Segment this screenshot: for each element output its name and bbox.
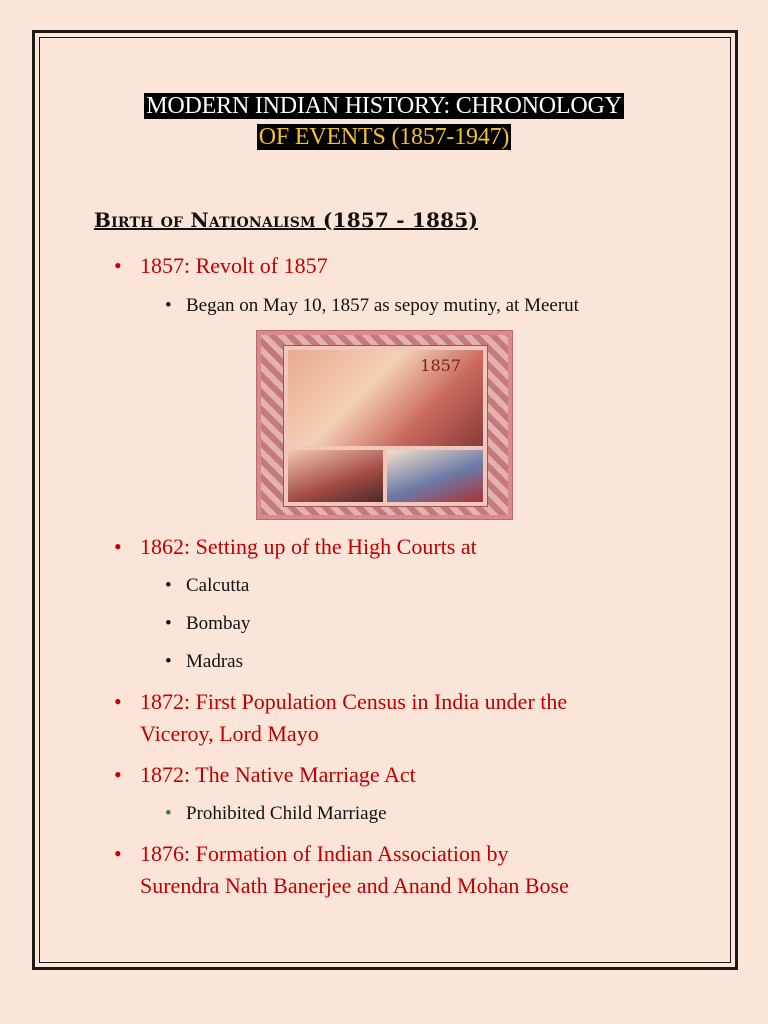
event-text: 1872: The Native Marriage Act	[140, 762, 416, 787]
sub-text: Prohibited Child Marriage	[186, 803, 387, 824]
sub-item	[165, 650, 243, 674]
event-text-line-2: Surendra Nath Banerjee and Anand Mohan Bose	[140, 873, 569, 898]
bullet-icon: •	[114, 534, 122, 559]
sub-text: Bombay	[186, 613, 251, 634]
event-text-line-1: 1872: First Population Census in India under the	[140, 689, 568, 714]
document-title	[0, 91, 768, 153]
event-1876	[114, 838, 569, 902]
stamp-small-right	[387, 450, 483, 502]
event-text-line-1: 1876: Formation of Indian Association by	[140, 841, 509, 866]
event-1872-marriage-act	[114, 759, 416, 791]
stamp-battle-scene	[288, 350, 483, 446]
event-text-line-2: Viceroy, Lord Mayo	[140, 721, 319, 746]
event-1857	[114, 250, 328, 282]
bullet-icon: •	[165, 295, 172, 316]
section-heading: Birth of Nationalism (1857 - 1885)	[94, 208, 478, 232]
sub-item	[165, 574, 250, 598]
bullet-icon: •	[114, 841, 122, 866]
sub-text: Calcutta	[186, 575, 250, 596]
sub-text: Madras	[186, 651, 243, 672]
sub-item	[165, 612, 251, 636]
title-line-1: MODERN INDIAN HISTORY: CHRONOLOGY	[146, 93, 622, 119]
title-line-2: OF EVENTS (1857-1947)	[258, 124, 510, 150]
sub-item	[165, 294, 579, 318]
bullet-icon: •	[165, 803, 172, 824]
revolt-1857-stamp-image	[256, 330, 513, 520]
event-text: 1857: Revolt of 1857	[140, 253, 328, 278]
bullet-icon: •	[114, 253, 122, 278]
bullet-icon: •	[165, 575, 172, 596]
sub-item	[165, 802, 387, 826]
bullet-icon: •	[165, 613, 172, 634]
sub-text: Began on May 10, 1857 as sepoy mutiny, at Meerut	[186, 295, 579, 316]
stamp-small-left	[288, 450, 383, 502]
event-1862	[114, 531, 477, 563]
event-text: 1862: Setting up of the High Courts at	[140, 534, 477, 559]
stamp-sheet	[283, 345, 488, 507]
event-1872-census	[114, 686, 568, 750]
bullet-icon: •	[114, 762, 122, 787]
bullet-icon: •	[114, 689, 122, 714]
bullet-icon: •	[165, 651, 172, 672]
stamp-year: 1857	[420, 356, 461, 375]
